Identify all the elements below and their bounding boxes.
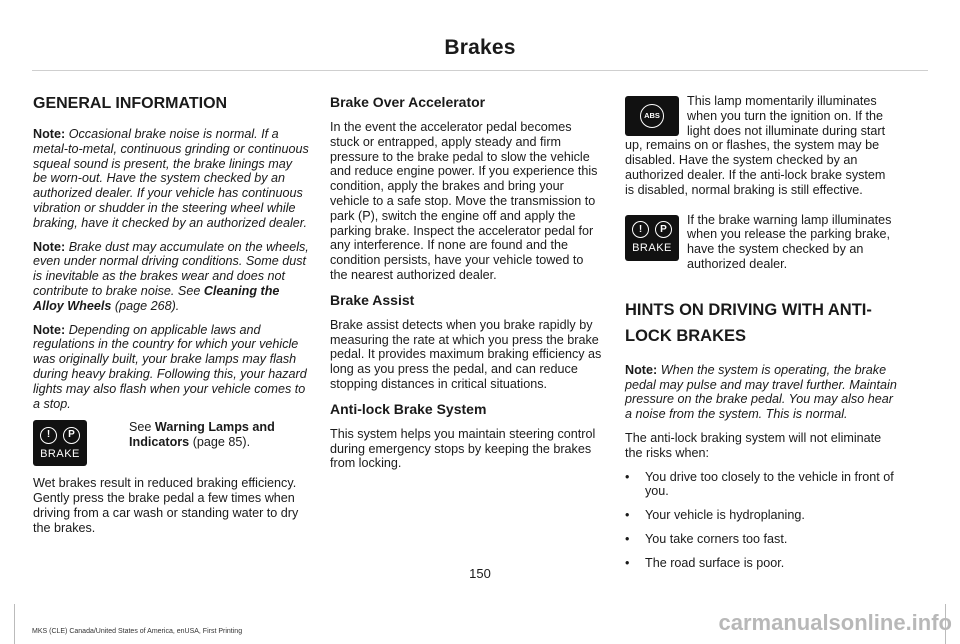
para-brake-over-accelerator: In the event the accelerator pedal becomes stuck or entrapped, apply steady and firm pressure to the brake pedal to slow the vehicle and reduce engine power. If you experience this condition, apply the brakes and bring your vehicle to a safe stop. Move the transmission to park (P), switch the engine off and apply the parking brake. Inspect the accelerator pedal for any interference. If none are found and the condition persists, have your vehicle towed to the nearest authorized dealer. [330,120,598,282]
note-brake-noise [33,127,309,231]
column-middle [330,94,604,480]
parking-circle-icon: P [655,221,672,238]
note-text: Brake dust may accumulate on the wheels, even under normal driving conditions. Some dust is inevitable as the brakes wear and does not contribute to brake noise. See [33,239,309,298]
abs-warning-icon [625,96,679,136]
section-heading-hints: HINTS ON DRIVING WITH ANTI-LOCK BRAKES [625,300,872,345]
note-system-operating [625,363,897,422]
brake-icon-label: BRAKE [632,242,672,255]
heading-brake-over-accelerator: Brake Over Accelerator [330,94,486,110]
heading-anti-lock: Anti-lock Brake System [330,400,487,417]
para-anti-lock: This system helps you maintain steering control during emergency stops by keeping the brakes from locking. [330,426,596,471]
note-label: Note: [33,127,66,141]
xref-page: (page 268). [114,298,180,313]
para-brake-lamp: If the brake warning lamp illuminates when you release the parking brake, have the system checked by an authorized dealer. [687,212,892,271]
note-label: Note: [33,322,66,337]
xref-page: (page 85). [192,435,251,450]
column-left [33,94,309,545]
note-text: Occasional brake noise is normal. If a metal-to-metal, continuous grinding or continuous squeal sound is present, the brake linings may be worn-out. Have the system checked by an authorized dealer. If your vehicle has continuous vibration or shudder in the steering wheel while braking, have it checked by an authorized dealer. [33,127,309,230]
list-item: • You drive too closely to the vehicle in front of you. [625,470,897,500]
brake-icon-label: BRAKE [40,447,80,460]
crop-mark-left [14,604,15,644]
heading-brake-assist: Brake Assist [330,291,415,308]
header-divider [32,70,928,71]
page-title: Brakes [444,36,516,59]
para-wet-brakes: Wet brakes result in reduced braking efficiency. Gently press the brake pedal a few times when driving from a car wash or standing water to dry the brakes. [33,476,299,535]
list-item: • Your vehicle is hydroplaning. [625,508,897,523]
column-right [625,94,897,580]
note-label: Note: [33,239,66,254]
brake-warning-icon [33,420,87,466]
note-label: Note: [625,362,658,377]
see-warning-lamps [33,420,309,466]
note-text: When the system is operating, the brake pedal may pulse and may travel further. Maintain pressure on the brake pedal. You may also hear a noise from the system. This is normal. [625,362,897,422]
note-brake-dust [33,240,309,314]
parking-circle-icon: P [63,427,80,444]
warning-circle-icon: ! [40,427,57,444]
xref-cleaning-wheels[interactable]: Cleaning the Alloy Wheels [33,283,280,313]
warning-circle-icon: ! [632,221,649,238]
para-brake-assist: Brake assist detects when you brake rapidly by measuring the rate at which you press the brake pedal. It provides maximum braking efficiency as long as you press the pedal, and can reduce stopping distances in critical situations. [330,317,602,391]
watermark: carmanualsonline.info [718,610,952,635]
edition-footer: MKS (CLE) Canada/United States of America, enUSA, First Printing [32,628,243,635]
para-abs-lamp: This lamp momentarily illuminates when you turn the ignition on. If the light does not illuminate during start up, remains on or flashes, the system may be disabled. Have the system checked by an authorized dealer. If the anti-lock brake system is disabled, normal braking is still effective. [625,94,886,197]
see-prefix: See [129,420,152,435]
xref-warning-lamps[interactable]: Warning Lamps and Indicators [129,420,275,450]
note-text: Depending on applicable laws and regulations in the country for which your vehicle was originally built, your brake lamps may flash during heavy braking. Following this, your hazard lights may also flash when your vehicle comes to a stop. [33,322,307,411]
abs-icon-label: ABS [640,104,664,128]
brake-warning-icon-2 [625,215,679,261]
section-heading-general: GENERAL INFORMATION [33,95,228,112]
page-number: 150 [469,566,491,581]
list-item: • You take corners too fast. [625,532,897,547]
note-brake-lamps [33,323,309,412]
para-risks: The anti-lock braking system will not eliminate the risks when: [625,430,882,460]
list-item: • The road surface is poor. [625,556,897,571]
risk-list [625,470,897,571]
